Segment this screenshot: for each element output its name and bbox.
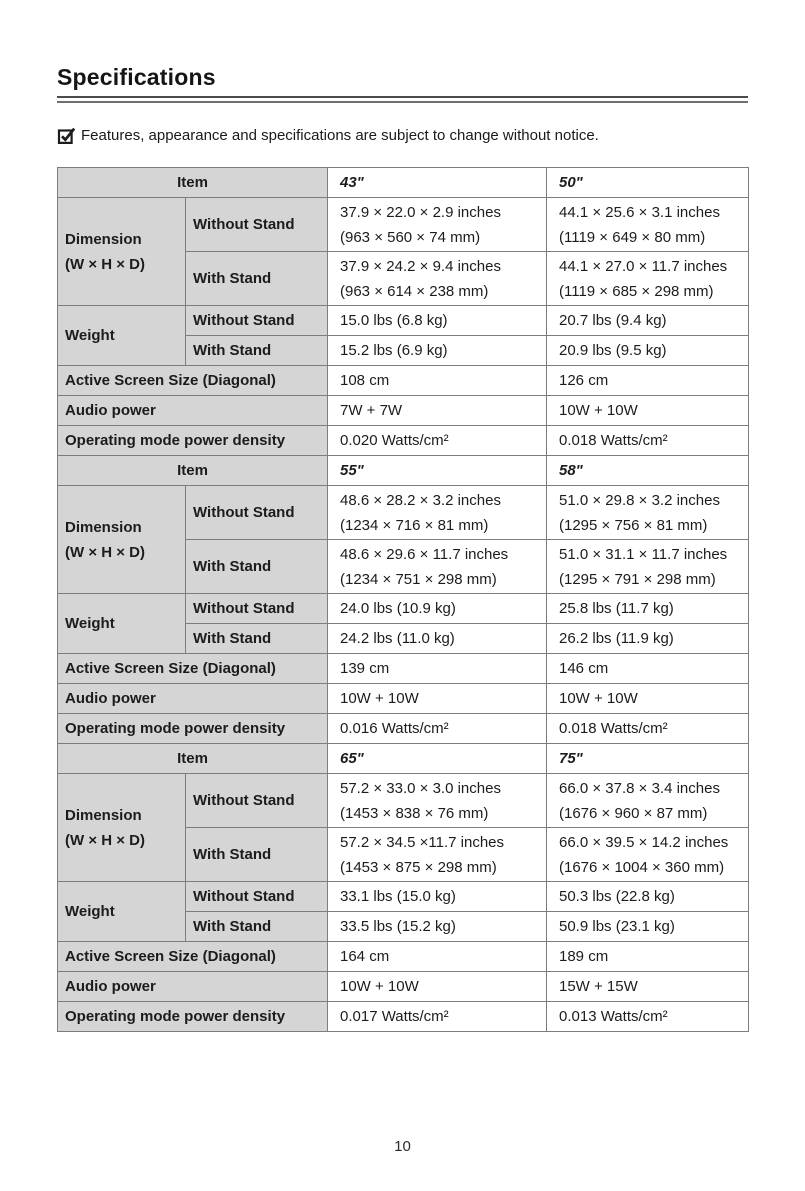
table-row [58,306,749,336]
size-header-cell: 55" [328,456,547,486]
row-label-cell: Audio power [58,684,328,714]
table-row [58,774,749,828]
value-cell: 126 cm [547,366,749,396]
value-cell [328,198,547,252]
table-row [58,396,749,426]
item-header-cell: Item [58,456,328,486]
row-label-cell: Without Stand [186,306,328,336]
row-label-cell: With Stand [186,624,328,654]
table-row [58,198,749,252]
value-cell: 15.0 lbs (6.8 kg) [328,306,547,336]
dimension-label-cell [58,198,186,306]
row-label-cell: With Stand [186,252,328,306]
row-label-cell: With Stand [186,540,328,594]
page-title: Specifications [57,64,216,90]
dimension-label: Dimension [65,230,142,248]
dimension-label: Dimension [65,806,142,824]
row-label-cell: Without Stand [186,882,328,912]
row-label-cell: Active Screen Size (Diagonal) [58,654,328,684]
dimension-inches: 37.9 × 24.2 × 9.4 inches [340,257,501,275]
row-label-cell: With Stand [186,912,328,942]
size-header-cell: 43" [328,168,547,198]
dimension-mm: (1119 × 685 × 298 mm) [559,282,714,300]
value-cell [547,486,749,540]
dimension-label-cell [58,774,186,882]
value-cell: 0.018 Watts/cm² [547,714,749,744]
row-label-cell: Without Stand [186,594,328,624]
value-cell [547,828,749,882]
table-row [58,594,749,624]
weight-label-cell: Weight [58,594,186,654]
value-cell: 0.013 Watts/cm² [547,1002,749,1032]
dimension-sublabel: (W × H × D) [65,831,146,849]
value-cell: 10W + 10W [547,684,749,714]
value-cell: 20.7 lbs (9.4 kg) [547,306,749,336]
dimension-inches: 66.0 × 37.8 × 3.4 inches [559,779,720,797]
dimension-label: Dimension [65,518,142,536]
value-cell: 10W + 10W [547,396,749,426]
notice-line [57,126,748,145]
dimension-mm: (1234 × 716 × 81 mm) [340,516,489,534]
dimension-inches: 57.2 × 33.0 × 3.0 inches [340,779,501,797]
table-row [58,456,749,486]
table-row [58,426,749,456]
size-header-cell: 50" [547,168,749,198]
value-cell: 15.2 lbs (6.9 kg) [328,336,547,366]
row-label-cell: With Stand [186,336,328,366]
row-label-cell: Audio power [58,972,328,1002]
value-cell [547,252,749,306]
value-cell: 33.1 lbs (15.0 kg) [328,882,547,912]
row-label-cell: Active Screen Size (Diagonal) [58,366,328,396]
value-cell: 189 cm [547,942,749,972]
value-cell: 20.9 lbs (9.5 kg) [547,336,749,366]
value-cell [547,198,749,252]
dimension-inches: 44.1 × 27.0 × 11.7 inches [559,257,728,275]
table-row [58,684,749,714]
row-label-cell: Operating mode power density [58,714,328,744]
dimension-mm: (1453 × 838 × 76 mm) [340,804,489,822]
table-row [58,714,749,744]
table-row [58,744,749,774]
table-row [58,366,749,396]
dimension-mm: (1295 × 756 × 81 mm) [559,516,708,534]
row-label-cell: Active Screen Size (Diagonal) [58,942,328,972]
size-header-cell: 75" [547,744,749,774]
dimension-inches: 51.0 × 31.1 × 11.7 inches [559,545,728,563]
row-label-cell: Audio power [58,396,328,426]
dimension-mm: (963 × 614 × 238 mm) [340,282,489,300]
checkbox-checked-icon [57,126,76,145]
value-cell [328,774,547,828]
value-cell: 24.0 lbs (10.9 kg) [328,594,547,624]
value-cell: 146 cm [547,654,749,684]
row-label-cell: Without Stand [186,198,328,252]
value-cell: 50.3 lbs (22.8 kg) [547,882,749,912]
value-cell: 15W + 15W [547,972,749,1002]
dimension-mm: (1676 × 960 × 87 mm) [559,804,708,822]
value-cell [328,252,547,306]
value-cell: 25.8 lbs (11.7 kg) [547,594,749,624]
value-cell: 0.016 Watts/cm² [328,714,547,744]
value-cell: 139 cm [328,654,547,684]
dimension-inches: 37.9 × 22.0 × 2.9 inches [340,203,501,221]
dimension-inches: 51.0 × 29.8 × 3.2 inches [559,491,720,509]
dimension-inches: 57.2 × 34.5 ×11.7 inches [340,833,505,851]
dimension-inches: 44.1 × 25.6 × 3.1 inches [559,203,720,221]
dimension-mm: (963 × 560 × 74 mm) [340,228,481,246]
dimension-mm: (1119 × 649 × 80 mm) [559,228,706,246]
table-row [58,486,749,540]
value-cell: 10W + 10W [328,972,547,1002]
row-label-cell: With Stand [186,828,328,882]
notice-text: Features, appearance and specifications are subject to change without notice. [81,127,599,144]
weight-label-cell: Weight [58,306,186,366]
table-row [58,882,749,912]
row-label-cell: Without Stand [186,486,328,540]
page-number: 10 [394,1138,411,1155]
value-cell: 0.018 Watts/cm² [547,426,749,456]
value-cell: 50.9 lbs (23.1 kg) [547,912,749,942]
value-cell [328,486,547,540]
item-header-cell: Item [58,744,328,774]
row-label-cell: Operating mode power density [58,426,328,456]
item-header-cell: Item [58,168,328,198]
value-cell: 7W + 7W [328,396,547,426]
value-cell: 24.2 lbs (11.0 kg) [328,624,547,654]
value-cell: 0.020 Watts/cm² [328,426,547,456]
value-cell [547,540,749,594]
specifications-table [57,167,749,1032]
value-cell [547,774,749,828]
value-cell: 108 cm [328,366,547,396]
title-divider [57,96,748,103]
page-content [57,64,748,1032]
dimension-label-cell [58,486,186,594]
dimension-sublabel: (W × H × D) [65,543,146,561]
table-row [58,1002,749,1032]
row-label-cell: Operating mode power density [58,1002,328,1032]
table-row [58,168,749,198]
row-label-cell: Without Stand [186,774,328,828]
size-header-cell: 65" [328,744,547,774]
value-cell: 26.2 lbs (11.9 kg) [547,624,749,654]
table-row [58,942,749,972]
dimension-mm: (1676 × 1004 × 360 mm) [559,858,725,876]
value-cell [328,540,547,594]
weight-label-cell: Weight [58,882,186,942]
value-cell: 10W + 10W [328,684,547,714]
dimension-inches: 48.6 × 28.2 × 3.2 inches [340,491,501,509]
size-header-cell: 58" [547,456,749,486]
dimension-sublabel: (W × H × D) [65,255,146,273]
value-cell: 33.5 lbs (15.2 kg) [328,912,547,942]
value-cell [328,828,547,882]
dimension-mm: (1295 × 791 × 298 mm) [559,570,716,588]
dimension-mm: (1234 × 751 × 298 mm) [340,570,497,588]
table-row [58,972,749,1002]
dimension-inches: 48.6 × 29.6 × 11.7 inches [340,545,509,563]
value-cell: 0.017 Watts/cm² [328,1002,547,1032]
dimension-inches: 66.0 × 39.5 × 14.2 inches [559,833,729,851]
value-cell: 164 cm [328,942,547,972]
dimension-mm: (1453 × 875 × 298 mm) [340,858,497,876]
table-row [58,654,749,684]
